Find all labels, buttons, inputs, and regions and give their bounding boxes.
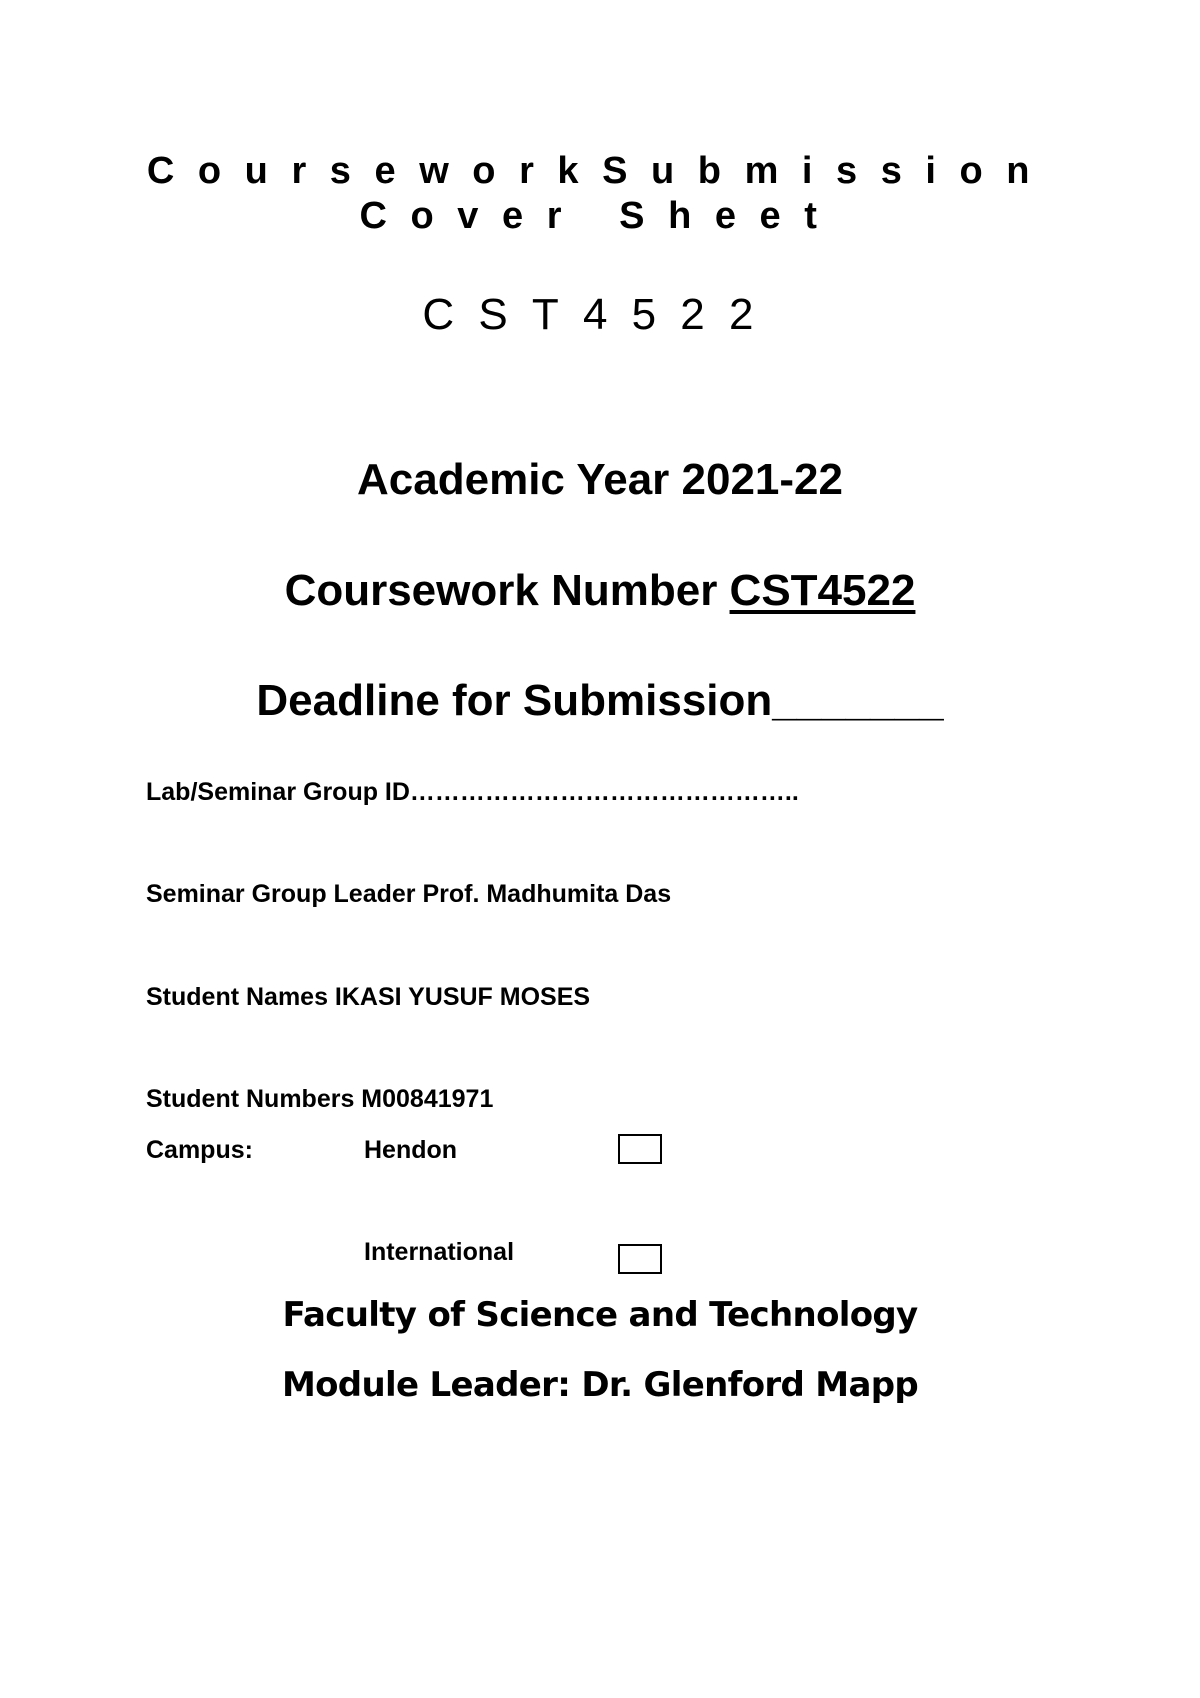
title-line-2: Cover Sheet <box>359 195 841 237</box>
seminar-leader-field: Seminar Group Leader Prof. Madhumita Das <box>146 880 672 908</box>
deadline-line <box>0 676 1200 726</box>
deadline-label: Deadline for Submission <box>256 676 773 725</box>
lab-group-field: Lab/Seminar Group ID……………………………………….. <box>146 778 799 806</box>
campus-option-international-label: International <box>364 1238 515 1266</box>
campus-label: Campus: <box>146 1136 253 1164</box>
coursework-number <box>0 566 1200 616</box>
student-names-field: Student Names IKASI YUSUF MOSES <box>146 983 591 1011</box>
campus-international-checkbox[interactable] <box>618 1244 662 1274</box>
student-numbers-field: Student Numbers M00841971 <box>146 1085 494 1113</box>
campus-option-hendon-label: Hendon <box>364 1136 458 1164</box>
title-line-1: CourseworkSubmission <box>146 150 1054 192</box>
module-leader: Module Leader: Dr. Glenford Mapp <box>281 1365 919 1405</box>
academic-year: Academic Year 2021-22 <box>357 455 843 504</box>
module-code-heading: CST4522 <box>422 290 778 339</box>
coursework-number-value: CST4522 <box>729 566 916 615</box>
coursework-number-label: Coursework Number <box>284 566 730 615</box>
campus-hendon-checkbox[interactable] <box>618 1134 662 1164</box>
faculty-name: Faculty of Science and Technology <box>282 1295 918 1335</box>
deadline-blank: _______ <box>772 676 944 725</box>
